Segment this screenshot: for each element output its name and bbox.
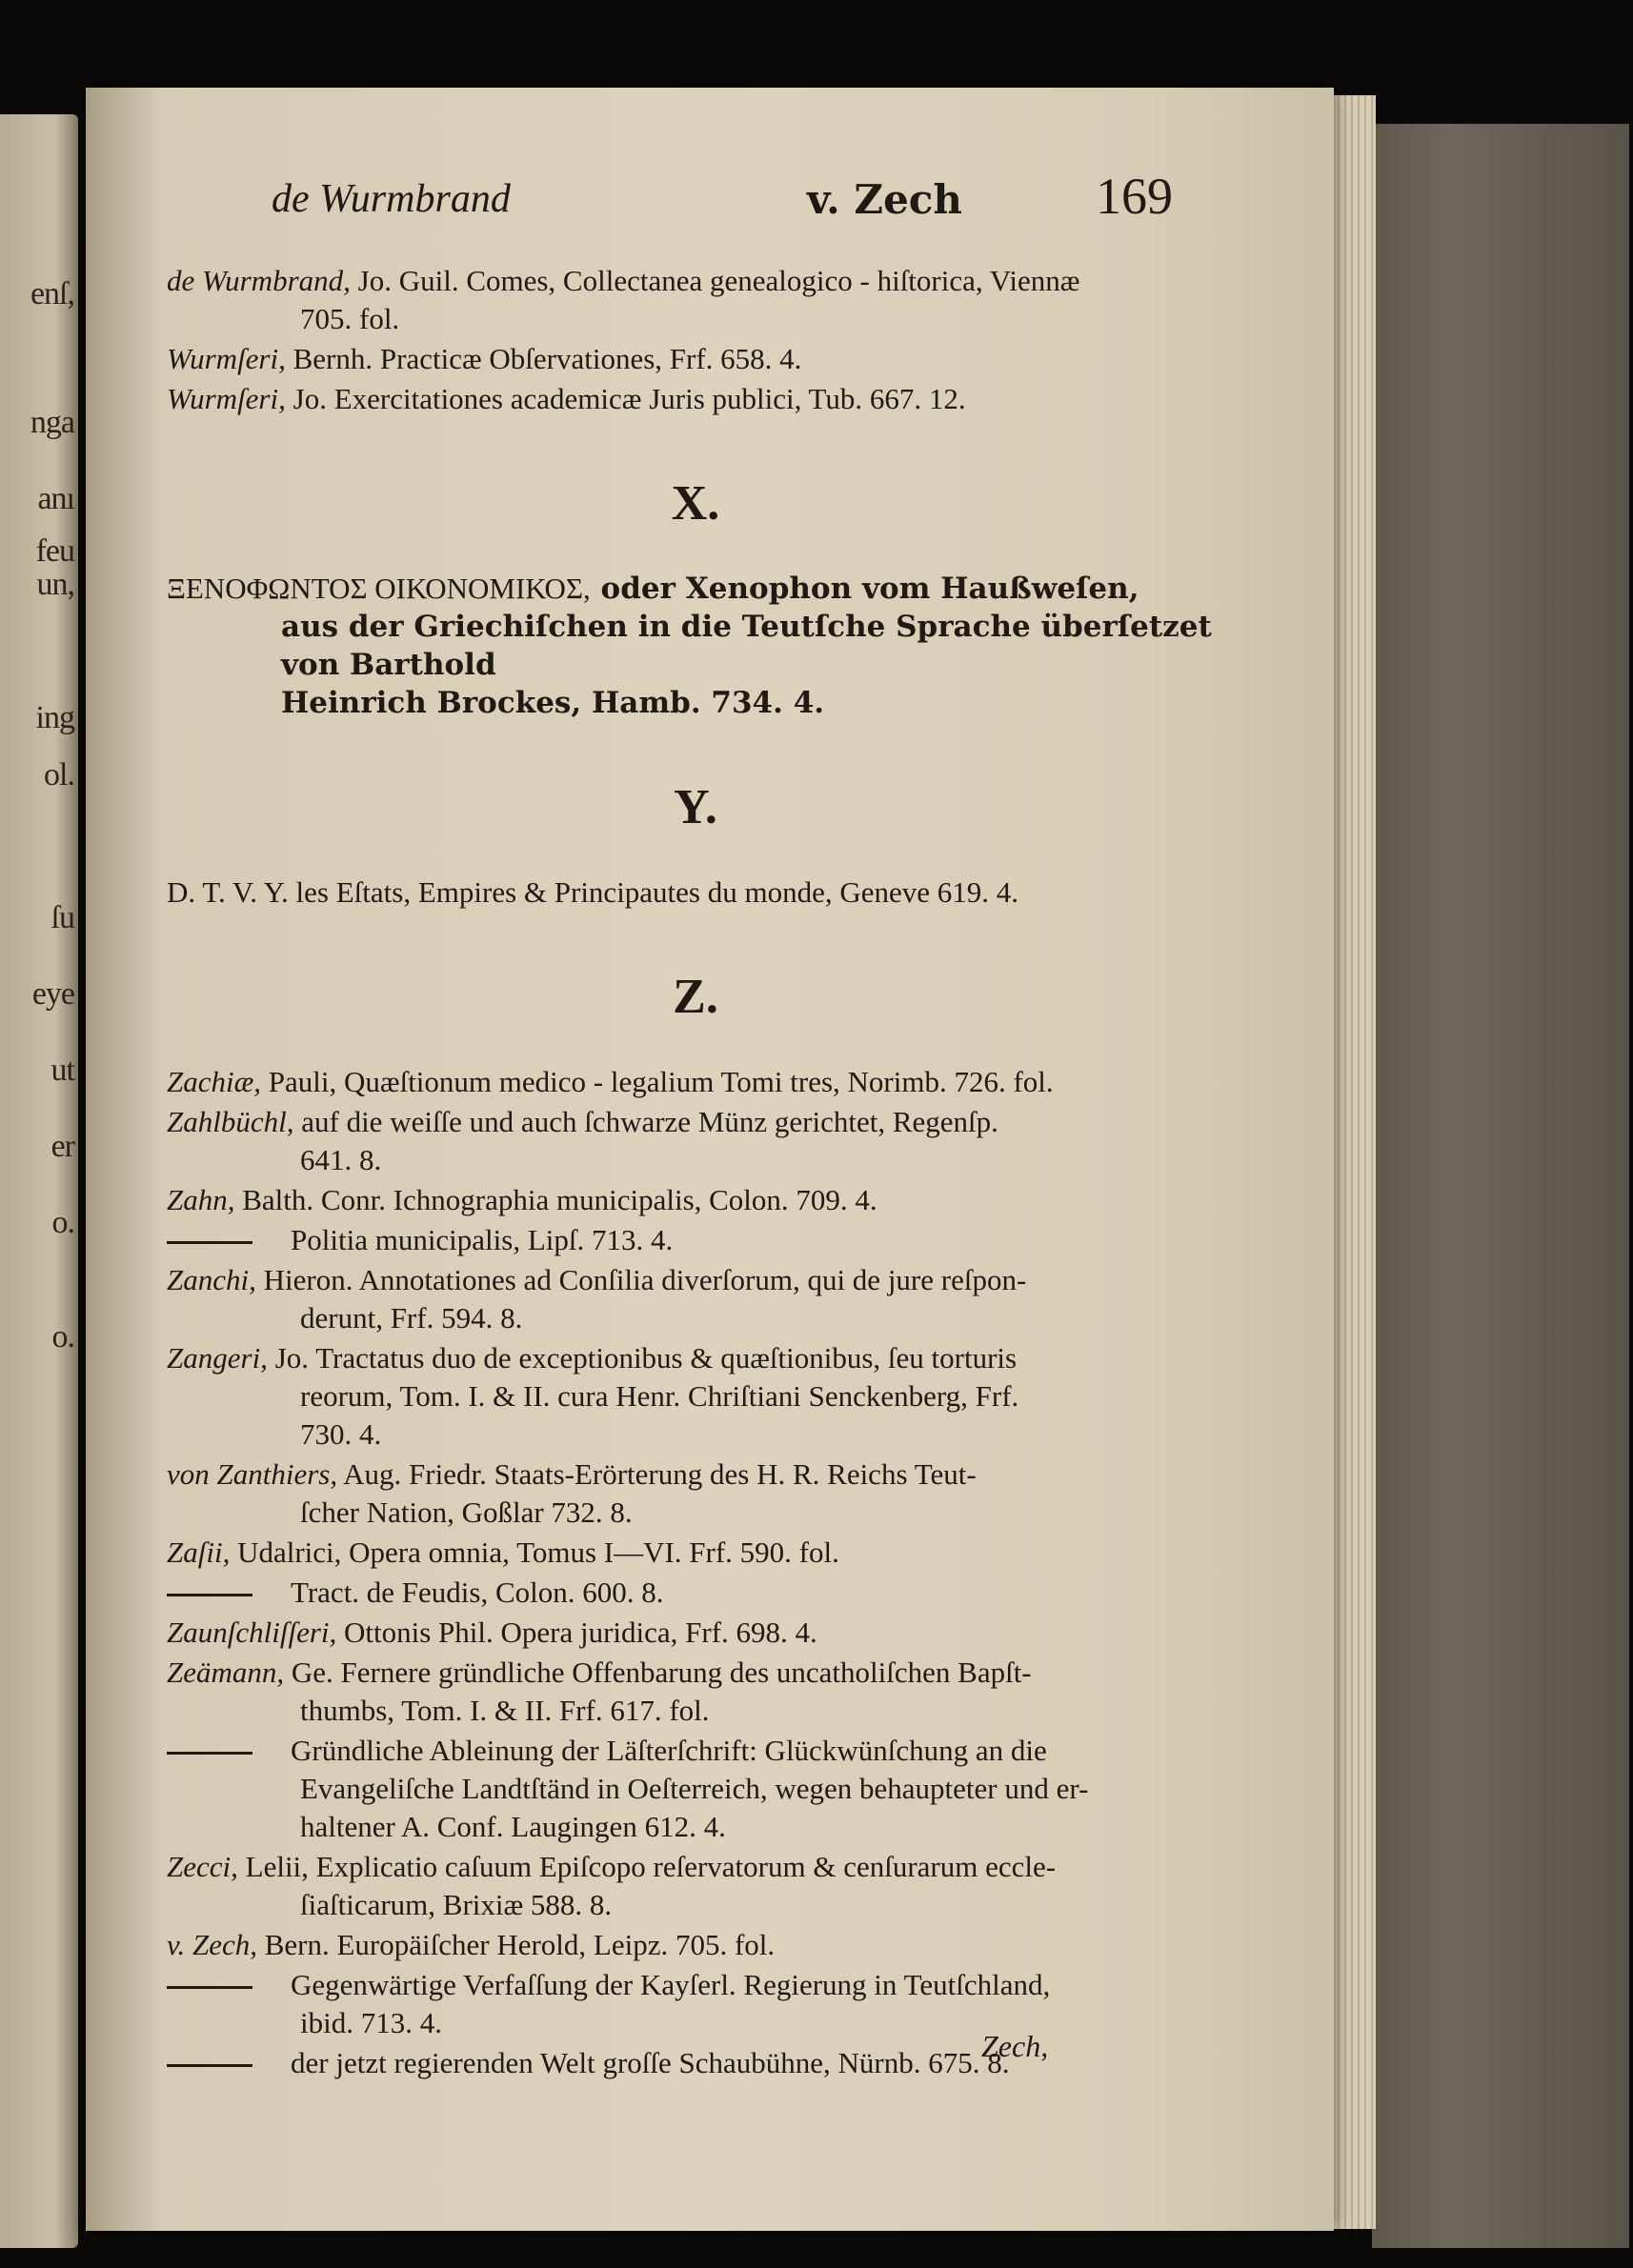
- entry-head: Zahn,: [167, 1183, 235, 1216]
- bibliography-entry: [167, 1966, 1224, 2042]
- entry-body: Udalrici, Opera omnia, Tomus I—VI. Frf. 590. fol.: [230, 1535, 839, 1569]
- entry-body: Gründliche Ableinung der Läſterſchrift: Glückwünſchung an die: [291, 1734, 1047, 1767]
- bibliography-entry: [167, 1848, 1224, 1924]
- left-text-fragment: ing: [35, 700, 74, 735]
- entry-head: de Wurmbrand,: [167, 264, 351, 297]
- entry-body: Aug. Friedr. Staats-Erörterung des H. R. Reichs Teut-: [337, 1457, 977, 1491]
- bibliography-entry: [167, 1221, 1224, 1259]
- entry-body: Jo. Exercitationes academicæ Juris publici, Tub. 667. 12.: [285, 382, 966, 415]
- bibliography-entry: [167, 2044, 1224, 2082]
- bibliography-entry: [167, 1103, 1224, 1179]
- entry-head: Zahlbüchl,: [167, 1105, 294, 1138]
- entry-body: Ge. Fernere gründliche Offenbarung des uncatholiſchen Bapſt-: [284, 1656, 1032, 1689]
- left-text-fragment: eye: [31, 976, 74, 1012]
- entry-head: Zecci,: [167, 1850, 238, 1883]
- left-text-fragment: anı: [37, 481, 74, 516]
- bibliography-entry: [167, 1181, 1224, 1219]
- z-entries: [167, 1063, 1224, 2082]
- section-heading-x: X.: [671, 476, 720, 531]
- bibliography-entry: [167, 1261, 1224, 1337]
- running-header: [167, 167, 1224, 243]
- left-text-fragment: nga: [30, 405, 74, 440]
- entry-body: Jo. Tractatus duo de exceptionibus & quæſtionibus, ſeu torturis: [267, 1341, 1018, 1375]
- entry-body: Lelii, Explicatio caſuum Epiſcopo reſervatorum & cenſurarum eccle-: [237, 1850, 1057, 1883]
- entry-body: oder Xenophon vom Haußweſen,: [590, 572, 1139, 606]
- entry-body: Balth. Conr. Ichnographia municipalis, Colon. 709. 4.: [234, 1183, 877, 1216]
- ditto-dash: [167, 1752, 252, 1755]
- entry-body: Gegenwärtige Verfaſſung der Kayſerl. Regierung in Teutſchland,: [291, 1968, 1051, 2001]
- entry-body: Pauli, Quæſtionum medico - legalium Tomi tres, Norimb. 726. fol.: [261, 1065, 1054, 1098]
- catchword: Zech,: [981, 2029, 1049, 2063]
- entry-head: ΞΕΝΟΦΩΝΤΟΣ ΟΙΚΟΝΟΜΙΚΟΣ,: [167, 572, 591, 605]
- left-facing-page: [0, 114, 78, 2248]
- entry-continuation: thumbs, Tom. I. & II. Frf. 617. fol.: [300, 1694, 710, 1727]
- entry-body: Ottonis Phil. Opera juridica, Frf. 698. 4.: [336, 1616, 817, 1649]
- bibliography-entry: [167, 1455, 1224, 1532]
- entry-continuation: ſiaſticarum, Brixiæ 588. 8.: [300, 1888, 613, 1921]
- entry-body: Politia municipalis, Lipſ. 713. 4.: [291, 1223, 674, 1256]
- section-heading-z: Z.: [673, 970, 718, 1024]
- entry-continuation: 705. fol.: [300, 302, 400, 335]
- left-text-fragment: ſu: [50, 900, 74, 935]
- entry-body: Tract. de Feudis, Colon. 600. 8.: [291, 1576, 664, 1609]
- left-text-fragment: ut: [50, 1053, 74, 1088]
- entry-head: Wurmſeri,: [167, 342, 286, 375]
- entry-head: Zeämann,: [167, 1656, 285, 1689]
- entry-body: Bernh. Practicæ Obſervationes, Frf. 658. 4.: [285, 342, 802, 375]
- bibliography-entry: [167, 262, 1224, 338]
- entry-continuation: 641. 8.: [300, 1143, 382, 1176]
- bibliography-entry: [167, 340, 1224, 378]
- entry-continuation: reorum, Tom. I. & II. cura Henr. Chriſtiani Senckenberg, Frf.: [300, 1379, 1019, 1413]
- entry-head: Zachiæ,: [167, 1065, 262, 1098]
- entry-continuation: 730. 4.: [300, 1417, 382, 1451]
- ditto-dash: [167, 1986, 252, 1989]
- y-entry: [167, 873, 1224, 912]
- w-entries: [167, 262, 1224, 418]
- bibliography-entry: [167, 1339, 1224, 1454]
- left-text-fragment: ol.: [44, 757, 74, 793]
- entry-head: D. T. V. Y.: [167, 875, 289, 909]
- entry-head: von Zanthiers,: [167, 1457, 338, 1491]
- entry-head: Zaſii,: [167, 1535, 231, 1569]
- left-text-fragment: er: [50, 1129, 74, 1164]
- bibliography-entry: [167, 1732, 1224, 1846]
- entry-continuation: ibid. 713. 4.: [300, 2006, 442, 2039]
- entry-body: der jetzt regierenden Welt groſſe Schaubühne, Nürnb. 675. 8.: [291, 2046, 1010, 2079]
- page-content: [167, 167, 1224, 2084]
- bibliography-entry: [167, 1926, 1224, 1964]
- header-center: v. Zech: [807, 176, 962, 223]
- entry-head: Zanchi,: [167, 1263, 256, 1296]
- left-text-fragment: feu: [35, 533, 74, 569]
- bibliography-entry: [167, 1614, 1224, 1652]
- bibliography-entry: [167, 1063, 1224, 1101]
- book-cover: [1372, 124, 1629, 2248]
- entry-continuation: haltener A. Conf. Laugingen 612. 4.: [300, 1810, 726, 1843]
- entry-continuation: derunt, Frf. 594. 8.: [300, 1301, 523, 1335]
- entry-continuation: aus der Griechiſchen in die Teutſche Sprache überſetzet von Barthold: [281, 610, 1212, 682]
- entry-continuation: ſcher Nation, Goßlar 732. 8.: [300, 1495, 633, 1529]
- entry-head: Zaunſchliſſeri,: [167, 1616, 337, 1649]
- left-text-fragment: o.: [51, 1319, 74, 1355]
- x-entry: [167, 570, 1224, 722]
- entry-body: les Eſtats, Empires & Principautes du monde, Geneve 619. 4.: [288, 875, 1019, 909]
- entry-continuation: Evangeliſche Landtſtänd in Oeſterreich, wegen behaupteter und er-: [300, 1772, 1089, 1805]
- entry-body: Jo. Guil. Comes, Collectanea genealogico - hiſtorica, Viennæ: [350, 264, 1080, 297]
- bibliography-entry: [167, 1574, 1224, 1612]
- entry-head: v. Zech,: [167, 1928, 257, 1961]
- entry-continuation: Heinrich Brockes, Hamb. 734. 4.: [281, 686, 825, 720]
- header-left: de Wurmbrand: [272, 177, 511, 221]
- entry-head: Wurmſeri,: [167, 382, 286, 415]
- left-text-fragment: enſ,: [30, 276, 74, 311]
- left-text-fragment: un,: [36, 567, 74, 602]
- bibliography-entry: [167, 1534, 1224, 1572]
- section-heading-y: Y.: [674, 780, 717, 834]
- page-number: 169: [1096, 168, 1173, 225]
- ditto-dash: [167, 1594, 252, 1596]
- ditto-dash: [167, 2064, 252, 2067]
- entry-body: Bern. Europäiſcher Herold, Leipz. 705. fol.: [256, 1928, 776, 1961]
- bibliography-entry: [167, 380, 1224, 418]
- entry-body: Hieron. Annotationes ad Conſilia diverſorum, qui de jure reſpon-: [255, 1263, 1027, 1296]
- ditto-dash: [167, 1241, 252, 1244]
- bibliography-entry: [167, 1654, 1224, 1730]
- entry-body: auf die weiſſe und auch ſchwarze Münz gerichtet, Regenſp.: [293, 1105, 998, 1138]
- left-text-fragment: o.: [51, 1205, 74, 1240]
- entry-head: Zangeri,: [167, 1341, 268, 1375]
